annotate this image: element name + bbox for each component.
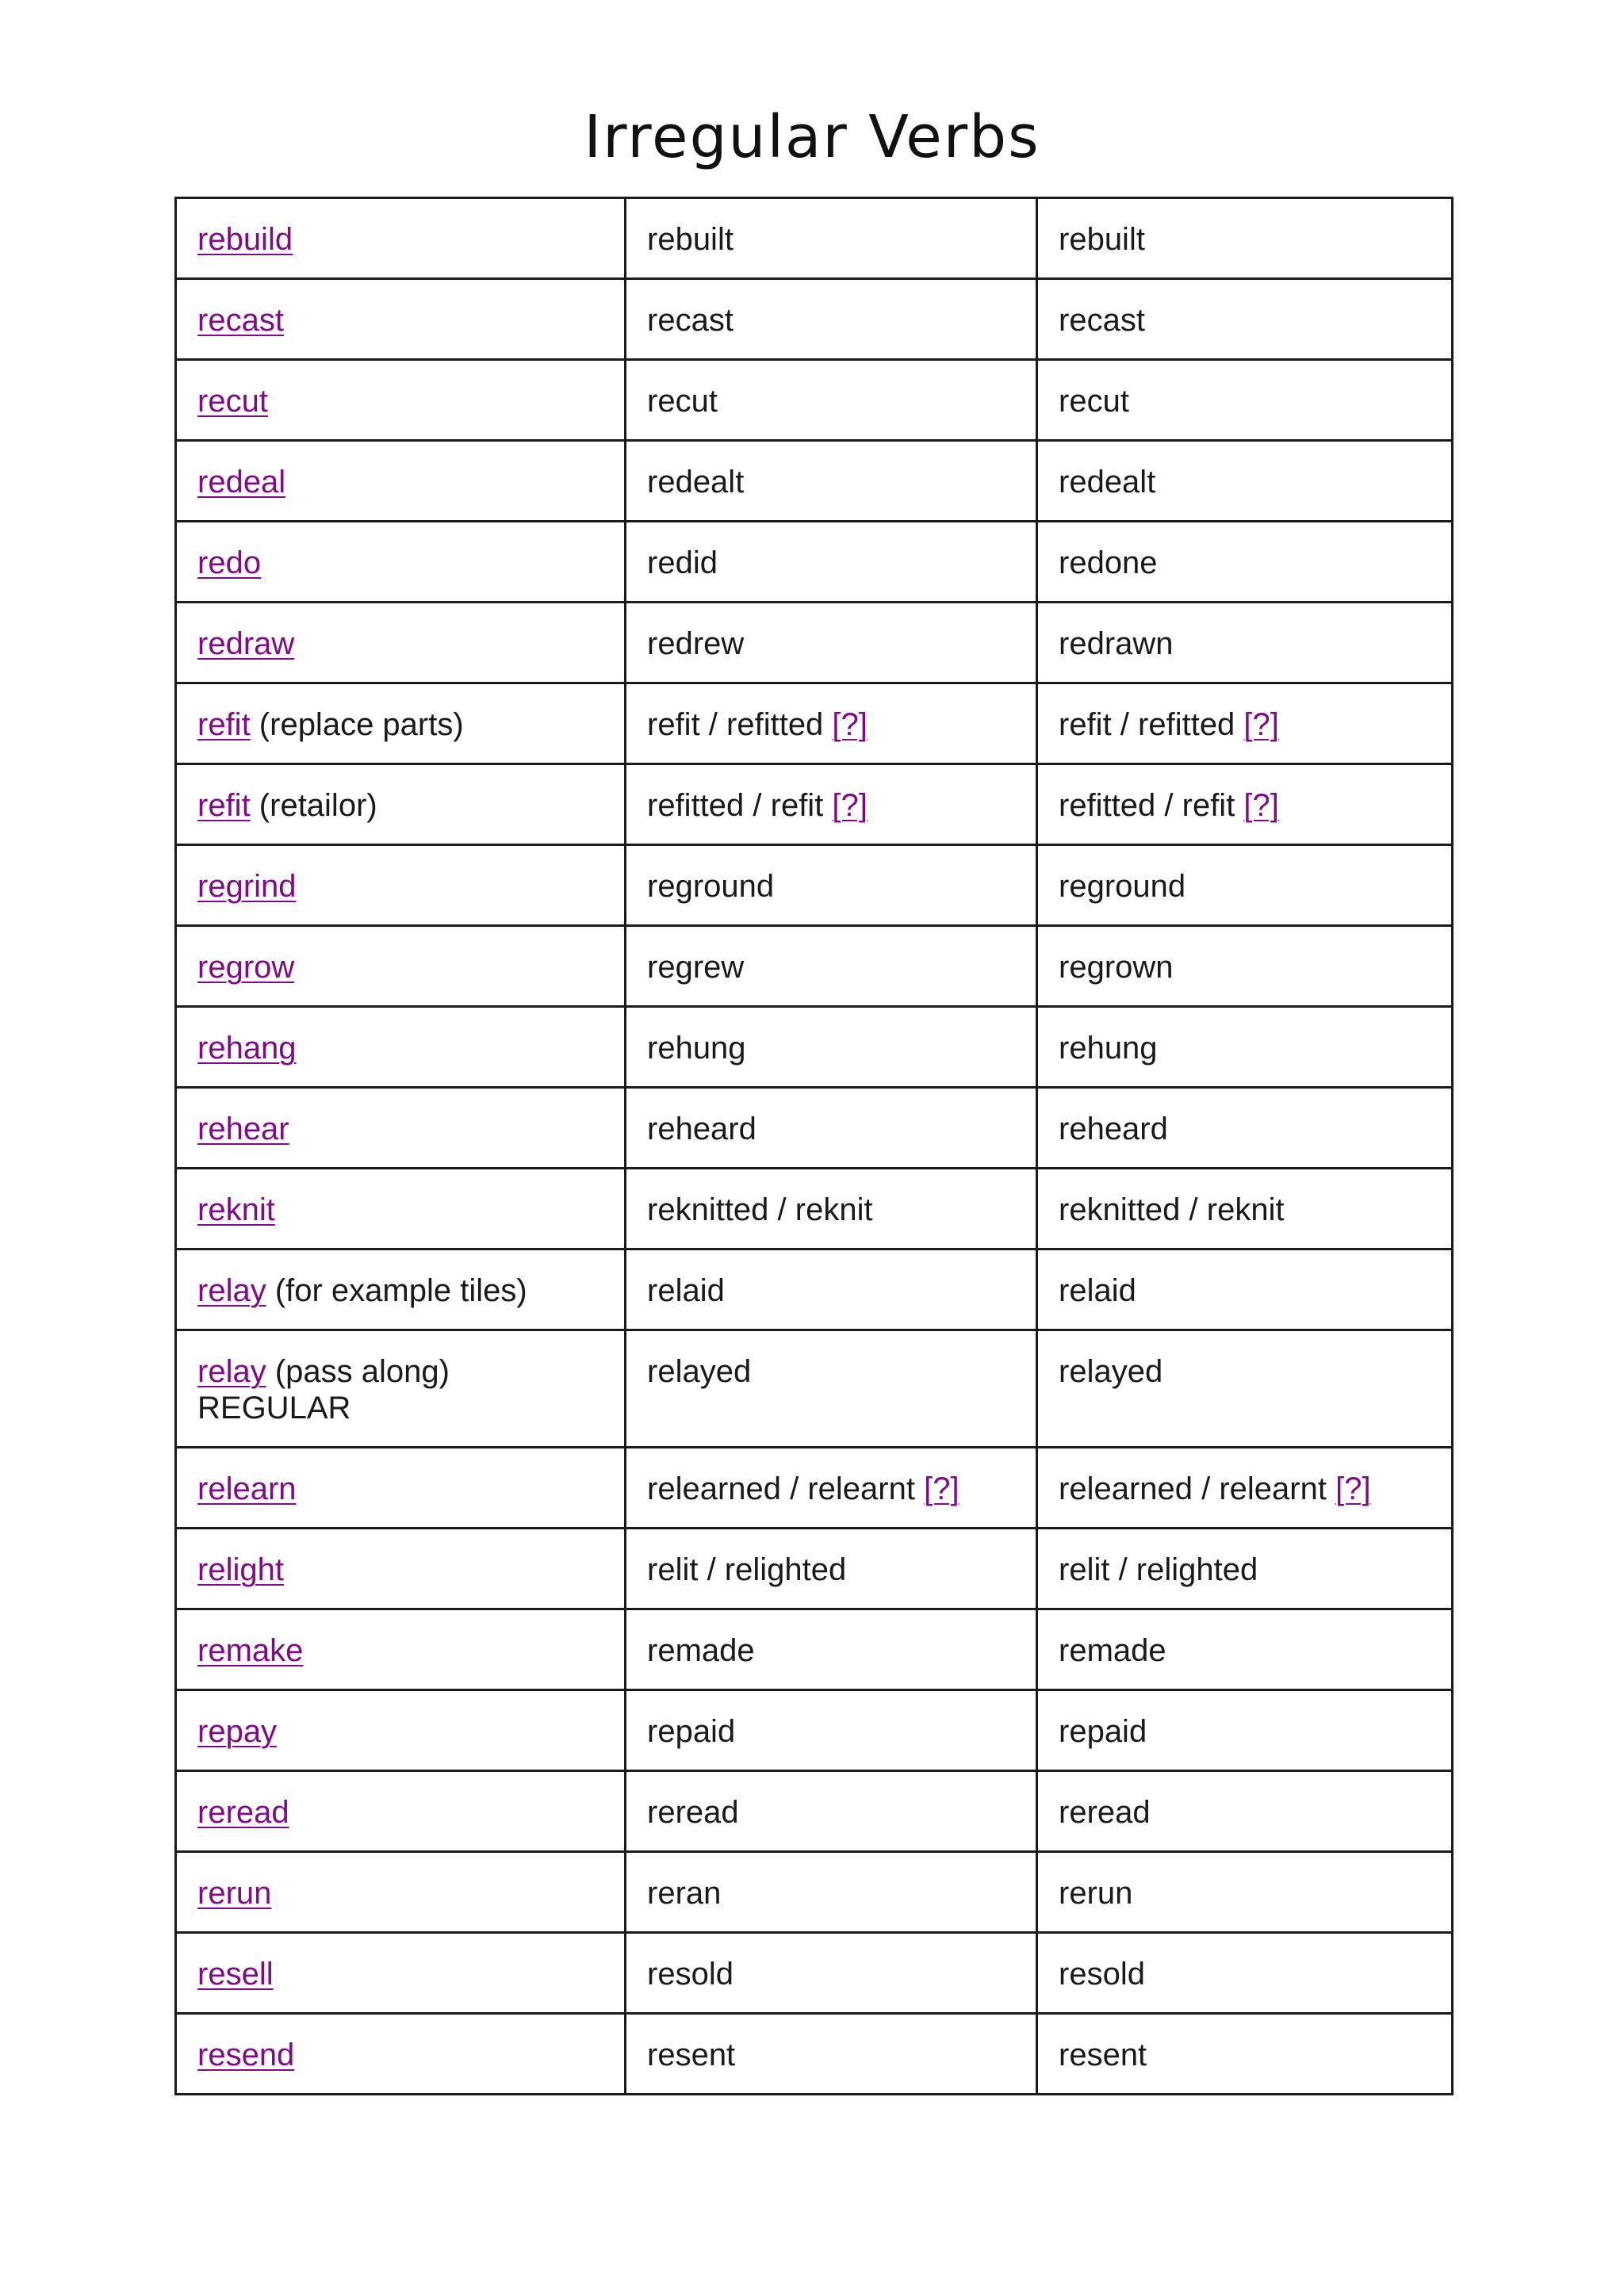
past-tense-cell (626, 2014, 1037, 2095)
table-row (176, 1529, 1453, 1609)
past-participle-cell (1037, 1933, 1453, 2014)
participle-form-text: resold (1059, 1957, 1145, 1992)
past-form-text: recast (647, 303, 733, 338)
past-tense-cell (626, 926, 1037, 1007)
base-form-cell (176, 1448, 626, 1529)
table-row (176, 441, 1453, 522)
past-tense-cell (626, 1249, 1037, 1330)
past-participle-cell (1037, 764, 1453, 845)
participle-form-text: redealt (1059, 465, 1156, 499)
past-form-text: recut (647, 384, 718, 419)
base-form-cell (176, 1771, 626, 1852)
participle-form-text: repaid (1059, 1714, 1147, 1749)
verb-link[interactable]: recast (197, 303, 284, 338)
base-form-cell (176, 764, 626, 845)
reference-link[interactable]: [?] (832, 788, 868, 823)
base-form-cell (176, 1007, 626, 1088)
table-row (176, 683, 1453, 764)
participle-form-text: relaid (1059, 1273, 1136, 1308)
verb-link[interactable]: rehear (197, 1112, 289, 1146)
past-participle-cell (1037, 603, 1453, 683)
past-tense-cell (626, 1169, 1037, 1249)
participle-form-text: redone (1059, 545, 1158, 580)
table-row (176, 1690, 1453, 1771)
base-form-cell (176, 522, 626, 603)
table-row (176, 522, 1453, 603)
verb-link[interactable]: reread (197, 1795, 289, 1830)
base-form-cell (176, 1690, 626, 1771)
verb-link[interactable]: redraw (197, 626, 295, 661)
participle-form-text: rebuilt (1059, 222, 1145, 257)
verb-link[interactable]: relay (197, 1354, 266, 1389)
participle-form-text: recast (1059, 303, 1145, 338)
verb-link[interactable]: repay (197, 1714, 278, 1749)
base-form-cell (176, 1088, 626, 1169)
past-participle-cell (1037, 1249, 1453, 1330)
table-row (176, 926, 1453, 1007)
base-form-cell (176, 603, 626, 683)
table-row (176, 1249, 1453, 1330)
past-participle-cell (1037, 1007, 1453, 1088)
past-tense-cell (626, 1690, 1037, 1771)
participle-form-text: resent (1059, 2038, 1147, 2072)
table-row (176, 2014, 1453, 2095)
verb-link[interactable]: redeal (197, 465, 286, 499)
verb-link[interactable]: redo (197, 545, 262, 580)
past-form-text: relaid (647, 1273, 725, 1308)
past-tense-cell (626, 1933, 1037, 2014)
past-participle-cell (1037, 1690, 1453, 1771)
table-row (176, 1771, 1453, 1852)
past-form-text: reread (647, 1795, 739, 1830)
past-form-text: resold (647, 1957, 733, 1992)
verb-note-regular: REGULAR (197, 1391, 351, 1425)
verbs-table-body (176, 198, 1453, 2095)
base-form-cell (176, 1609, 626, 1690)
base-form-cell (176, 1852, 626, 1933)
table-row (176, 1448, 1453, 1529)
past-participle-cell (1037, 1169, 1453, 1249)
base-form-cell (176, 1529, 626, 1609)
past-tense-cell (626, 1330, 1037, 1448)
table-row (176, 1007, 1453, 1088)
participle-form-text: refitted / refit (1059, 788, 1244, 823)
past-form-text: repaid (647, 1714, 736, 1749)
past-tense-cell (626, 1609, 1037, 1690)
past-tense-cell (626, 603, 1037, 683)
past-participle-cell (1037, 845, 1453, 926)
past-form-text: reran (647, 1876, 722, 1911)
verb-link[interactable]: recut (197, 384, 268, 419)
verb-link[interactable]: resend (197, 2038, 295, 2072)
past-participle-cell (1037, 279, 1453, 360)
base-form-cell (176, 2014, 626, 2095)
verb-link[interactable]: resell (197, 1957, 274, 1992)
verb-link[interactable]: remake (197, 1633, 304, 1668)
participle-form-text: recut (1059, 384, 1129, 419)
base-form-cell (176, 845, 626, 926)
table-row (176, 198, 1453, 279)
past-tense-cell (626, 1007, 1037, 1088)
past-participle-cell (1037, 1852, 1453, 1933)
participle-form-text: relearned / relearnt (1059, 1471, 1336, 1506)
participle-form-text: reground (1059, 869, 1186, 904)
past-participle-cell (1037, 360, 1453, 441)
past-tense-cell (626, 683, 1037, 764)
past-form-text: regrew (647, 950, 745, 985)
table-row (176, 1609, 1453, 1690)
past-participle-cell (1037, 1771, 1453, 1852)
past-form-text: relearned / relearnt (647, 1471, 925, 1506)
base-form-cell (176, 1169, 626, 1249)
past-tense-cell (626, 1771, 1037, 1852)
verb-note: (retailor) (250, 788, 377, 823)
participle-form-text: relayed (1059, 1354, 1163, 1389)
participle-form-text: reknitted / reknit (1059, 1192, 1285, 1227)
table-row (176, 360, 1453, 441)
past-participle-cell (1037, 1529, 1453, 1609)
page-title: Irregular Verbs (584, 103, 1040, 171)
participle-form-text: rehung (1059, 1031, 1158, 1066)
verb-link[interactable]: refit (197, 707, 251, 742)
reference-link[interactable]: [?] (1243, 707, 1279, 742)
base-form-cell (176, 1330, 626, 1448)
verb-link[interactable]: rebuild (197, 222, 293, 257)
past-form-text: refitted / refit (647, 788, 833, 823)
participle-form-text: redrawn (1059, 626, 1174, 661)
past-tense-cell (626, 764, 1037, 845)
participle-form-text: rerun (1059, 1876, 1133, 1911)
reference-link[interactable]: [?] (1243, 788, 1279, 823)
table-row (176, 1088, 1453, 1169)
base-form-cell (176, 441, 626, 522)
past-form-text: relayed (647, 1354, 752, 1389)
past-form-text: redealt (647, 465, 745, 499)
past-tense-cell (626, 279, 1037, 360)
base-form-cell (176, 360, 626, 441)
base-form-cell (176, 198, 626, 279)
reference-link[interactable]: [?] (1335, 1471, 1371, 1506)
past-participle-cell (1037, 926, 1453, 1007)
participle-form-text: relit / relighted (1059, 1552, 1258, 1587)
past-participle-cell (1037, 683, 1453, 764)
table-row (176, 845, 1453, 926)
reference-link[interactable]: [?] (924, 1471, 959, 1506)
verb-link[interactable]: relay (197, 1273, 266, 1308)
past-tense-cell (626, 441, 1037, 522)
table-row (176, 1169, 1453, 1249)
base-form-cell (176, 1249, 626, 1330)
past-participle-cell (1037, 1088, 1453, 1169)
verb-link[interactable]: rerun (197, 1876, 272, 1911)
past-tense-cell (626, 198, 1037, 279)
past-tense-cell (626, 1088, 1037, 1169)
base-form-cell (176, 683, 626, 764)
verb-link[interactable]: refit (197, 788, 251, 823)
past-form-text: refit / refitted (647, 707, 833, 742)
base-form-cell (176, 926, 626, 1007)
verb-link[interactable]: relight (197, 1552, 284, 1587)
past-form-text: rebuilt (647, 222, 733, 257)
past-form-text: resent (647, 2038, 736, 2072)
verb-link[interactable]: regrind (197, 869, 297, 904)
past-form-text: rehung (647, 1031, 746, 1066)
participle-form-text: remade (1059, 1633, 1166, 1668)
table-row (176, 1330, 1453, 1448)
past-form-text: redid (647, 545, 718, 580)
past-form-text: reknitted / reknit (647, 1192, 873, 1227)
table-row (176, 1852, 1453, 1933)
past-participle-cell (1037, 2014, 1453, 2095)
table-row (176, 764, 1453, 845)
table-row (176, 279, 1453, 360)
verb-note: (replace parts) (250, 707, 464, 742)
verb-link[interactable]: reknit (197, 1192, 275, 1227)
participle-form-text: regrown (1059, 950, 1174, 985)
verb-link[interactable]: rehang (197, 1031, 297, 1066)
past-tense-cell (626, 1529, 1037, 1609)
past-participle-cell (1037, 441, 1453, 522)
verb-link[interactable]: relearn (197, 1471, 297, 1506)
past-form-text: redrew (647, 626, 745, 661)
participle-form-text: refit / refitted (1059, 707, 1244, 742)
past-tense-cell (626, 360, 1037, 441)
past-participle-cell (1037, 1448, 1453, 1529)
past-participle-cell (1037, 522, 1453, 603)
past-participle-cell (1037, 198, 1453, 279)
past-form-text: reheard (647, 1112, 756, 1146)
base-form-cell (176, 279, 626, 360)
past-tense-cell (626, 522, 1037, 603)
reference-link[interactable]: [?] (832, 707, 868, 742)
verb-link[interactable]: regrow (197, 950, 295, 985)
verb-note: (for example tiles) (266, 1273, 527, 1308)
past-participle-cell (1037, 1609, 1453, 1690)
past-form-text: remade (647, 1633, 755, 1668)
verbs-table (174, 197, 1454, 2095)
verb-note: (pass along) (266, 1354, 450, 1389)
past-tense-cell (626, 1448, 1037, 1529)
past-tense-cell (626, 845, 1037, 926)
participle-form-text: reheard (1059, 1112, 1168, 1146)
past-form-text: reground (647, 869, 775, 904)
table-row (176, 603, 1453, 683)
past-form-text: relit / relighted (647, 1552, 847, 1587)
table-row (176, 1933, 1453, 2014)
past-tense-cell (626, 1852, 1037, 1933)
participle-form-text: reread (1059, 1795, 1151, 1830)
base-form-cell (176, 1933, 626, 2014)
past-participle-cell (1037, 1330, 1453, 1448)
